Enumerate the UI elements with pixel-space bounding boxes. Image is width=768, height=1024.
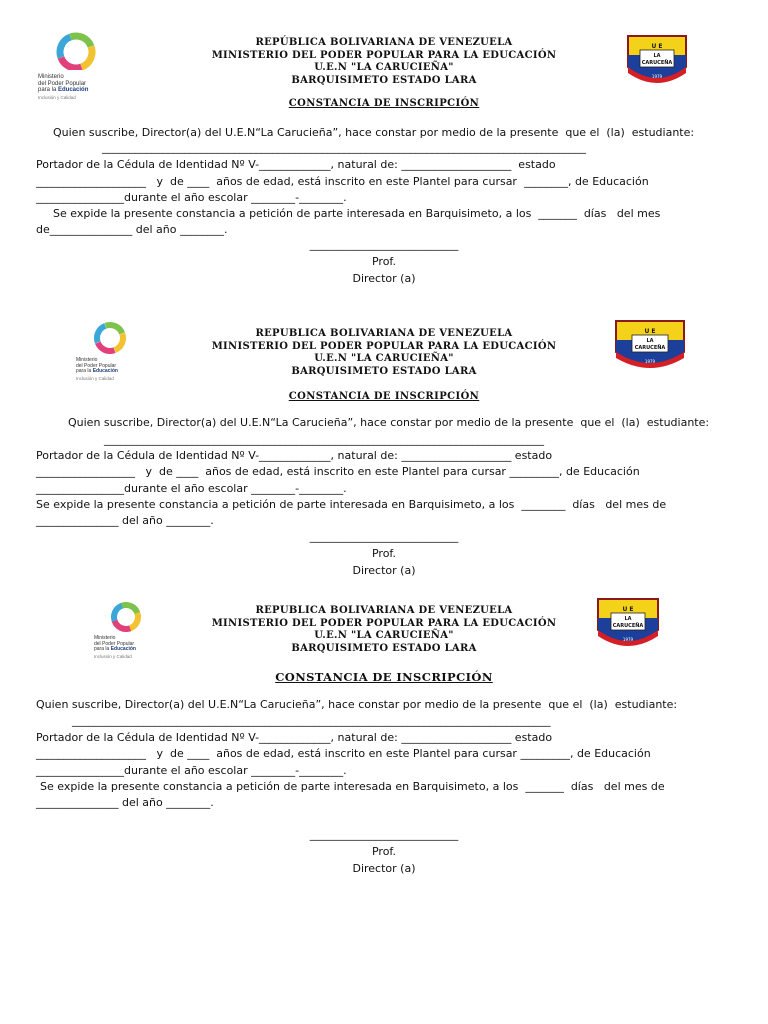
logo-text-2: del Poder Popular	[76, 362, 117, 369]
body-line-6: Se expide la presente constancia a petición de parte interesada en Barquisimeto, a los _______ días del mes	[53, 207, 661, 220]
header-republic: REPUBLICA BOLIVARIANA DE VENEZUELA	[255, 605, 513, 616]
school-shield-icon	[614, 318, 686, 370]
logo-tagline: Inclusión y Calidad	[76, 375, 114, 381]
student-name-blank: ________________________________________________________________________________________	[102, 141, 586, 154]
shield-top-text: U E	[622, 606, 634, 613]
shield-name-1: LA	[624, 616, 632, 622]
header-ministry: MINISTERIO DEL PODER POPULAR PARA LA EDUCACIÓN	[211, 49, 557, 61]
logo-tagline: Inclusión y Calidad	[94, 653, 132, 659]
signature-prof: Prof.	[371, 255, 397, 268]
header-school: U.E.N "LA CARUCIEÑA"	[314, 353, 454, 364]
header-ministry: MINISTERIO DEL PODER POPULAR PARA LA EDUCACIÓN	[211, 340, 557, 352]
shield-year: 1979	[644, 359, 656, 364]
shield-name-2: CARUCEÑA	[634, 345, 666, 351]
body-line-3: Portador de la Cédula de Identidad Nº V-_____________, natural de: ____________________ estado	[36, 158, 556, 171]
logo-text-3: para la	[94, 646, 111, 652]
signature-director: Director (a)	[352, 862, 416, 875]
body-line-5: ________________durante el año escolar ________-________.	[36, 191, 347, 204]
logo-text-1: Ministerio	[94, 635, 116, 641]
doc-title: CONSTANCIA DE INSCRIPCIÓN	[275, 670, 493, 684]
shield-top-text: U E	[644, 328, 656, 335]
body-line-6: Se expide la presente constancia a petición de parte interesada en Barquisimeto, a los ________ días del mes de	[36, 498, 667, 511]
logo-text-3-bold: Educación	[92, 368, 118, 374]
student-name-blank: _______________________________________________________________________________________	[72, 714, 551, 727]
body-line-7: de_______________ del año ________.	[36, 223, 228, 236]
logo-tagline: Inclusión y Calidad	[38, 94, 76, 100]
shield-name-2: CARUCEÑA	[641, 60, 673, 66]
header-city: BARQUISIMETO ESTADO LARA	[291, 642, 477, 654]
header-city: BARQUISIMETO ESTADO LARA	[291, 365, 477, 377]
body-line-1: Quien suscribe, Director(a) del U.E.N“La Carucieña”, hace constar por medio de la presente que el (la) estudiante:	[68, 416, 710, 429]
body-line-5: ________________durante el año escolar ________-________.	[36, 482, 347, 495]
body-line-4: ____________________ y de ____ años de edad, está inscrito en este Plantel para cursar _________, de Educación	[36, 747, 651, 760]
doc-title: CONSTANCIA DE INSCRIPCIÓN	[288, 391, 480, 402]
body-line-7: _______________ del año ________.	[36, 514, 214, 527]
header-republic: REPUBLICA BOLIVARIANA DE VENEZUELA	[255, 328, 513, 339]
body-line-5: ________________durante el año escolar ________-________.	[36, 764, 347, 777]
shield-name-2: CARUCEÑA	[612, 623, 644, 629]
shield-name-1: LA	[646, 338, 654, 344]
school-shield-icon	[596, 596, 660, 648]
logo-text-1: Ministerio	[76, 357, 98, 363]
doc-title: CONSTANCIA DE INSCRIPCIÓN	[288, 98, 480, 109]
header-school: U.E.N "LA CARUCIEÑA"	[314, 630, 454, 641]
body-line-3: Portador de la Cédula de Identidad Nº V-_____________, natural de: ____________________ estado	[36, 731, 553, 744]
header-republic: REPÚBLICA BOLIVARIANA DE VENEZUELA	[255, 37, 513, 48]
shield-year: 1979	[651, 74, 663, 79]
signature-line: ___________________________	[309, 238, 459, 251]
body-line-4: __________________ y de ____ años de edad, está inscrito en este Plantel para cursar _________, de Educación	[36, 465, 640, 478]
body-line-6: Se expide la presente constancia a petición de parte interesada en Barquisimeto, a los _______ días del mes de	[40, 780, 665, 793]
signature-director: Director (a)	[352, 272, 416, 285]
student-name-blank: ________________________________________________________________________________	[104, 433, 544, 446]
header-school: U.E.N "LA CARUCIEÑA"	[314, 62, 454, 73]
logo-text-1: Ministerio	[38, 74, 64, 80]
signature-director: Director (a)	[352, 564, 416, 577]
header-city: BARQUISIMETO ESTADO LARA	[291, 74, 477, 86]
body-line-7: _______________ del año ________.	[36, 796, 214, 809]
logo-text-3: para la	[38, 87, 59, 93]
shield-top-text: U E	[651, 43, 663, 50]
shield-year: 1979	[622, 637, 634, 642]
signature-line: ___________________________	[309, 530, 459, 543]
signature-line: ___________________________	[309, 828, 459, 841]
logo-text-2: del Poder Popular	[94, 640, 135, 647]
logo-text-2: del Poder Popular	[38, 80, 87, 87]
signature-prof: Prof.	[371, 845, 397, 858]
logo-text-3-bold: Educación	[58, 87, 89, 93]
shield-name-1: LA	[653, 53, 661, 59]
header-ministry: MINISTERIO DEL PODER POPULAR PARA LA EDUCACIÓN	[211, 617, 557, 629]
body-line-1: Quien suscribe, Director(a) del U.E.N“La Carucieña”, hace constar por medio de la presente que el (la) estudiante:	[53, 126, 695, 139]
logo-text-3: para la	[76, 368, 93, 374]
body-line-4: ____________________ y de ____ años de edad, está inscrito en este Plantel para cursar ________, de Educación	[36, 175, 649, 188]
body-line-1: Quien suscribe, Director(a) del U.E.N“La Carucieña”, hace constar por medio de la presente que el (la) estudiante:	[36, 698, 678, 711]
signature-prof: Prof.	[371, 547, 397, 560]
logo-text-3-bold: Educación	[110, 646, 136, 652]
school-shield-icon	[626, 33, 688, 85]
body-line-3: Portador de la Cédula de Identidad Nº V-_____________, natural de: ____________________ estado	[36, 449, 553, 462]
